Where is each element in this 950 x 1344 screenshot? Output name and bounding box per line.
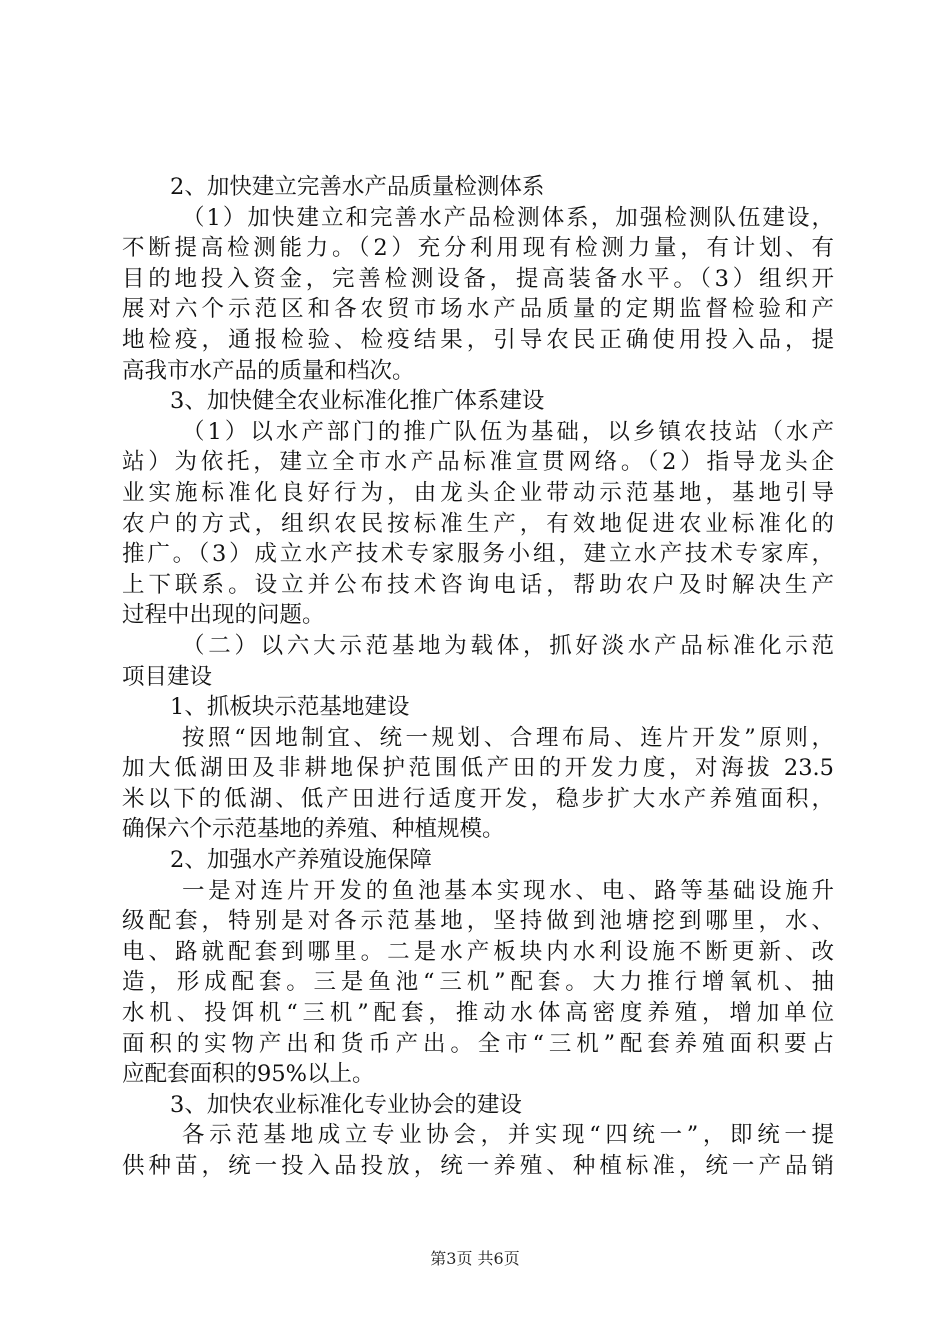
section-heading: 2、加强水产养殖设施保障 [170, 847, 432, 874]
paragraph-line: 电、路就配套到哪里。二是水产板块内水利设施不断更新、改 [122, 938, 834, 965]
paragraph-line: 米以下的低湖、低产田进行适度开发，稳步扩大水产养殖面积， [122, 785, 834, 812]
paragraph-line: 展对六个示范区和各农贸市场水产品质量的定期监督检验和产 [122, 296, 834, 323]
paragraph-line: 水机、投饵机“三机”配套，推动水体高密度养殖，增加单位 [122, 1000, 834, 1027]
paragraph-line: 应配套面积的95%以上。 [122, 1061, 375, 1088]
paragraph-line: 按照“因地制宜、统一规划、合理布局、连片开发”原则， [182, 724, 834, 751]
paragraph-line: 地检疫，通报检验、检疫结果，引导农民正确使用投入品，提 [122, 326, 834, 353]
paragraph-line: 加大低湖田及非耕地保护范围低产田的开发力度，对海拔 23.5 [122, 755, 834, 782]
paragraph-line: 高我市水产品的质量和档次。 [122, 357, 415, 384]
paragraph-line: 过程中出现的问题。 [122, 602, 325, 629]
paragraph-line: 一是对连片开发的鱼池基本实现水、电、路等基础设施升 [182, 877, 834, 904]
section-heading: （二）以六大示范基地为载体，抓好淡水产品标准化示范 [182, 632, 834, 659]
paragraph-line: 不断提高检测能力。（2）充分利用现有检测力量，有计划、有 [122, 235, 834, 262]
paragraph-line: 目的地投入资金，完善检测设备，提高装备水平。（3）组织开 [122, 265, 834, 292]
section-heading: 3、加快农业标准化专业协会的建设 [170, 1091, 522, 1118]
paragraph-line: 业实施标准化良好行为，由龙头企业带动示范基地，基地引导 [122, 479, 834, 506]
paragraph-line: 造，形成配套。三是鱼池“三机”配套。大力推行增氧机、抽 [122, 969, 834, 996]
paragraph-line: 站）为依托，建立全市水产品标准宣贯网络。（2）指导龙头企 [122, 449, 834, 476]
section-heading: 项目建设 [122, 663, 213, 690]
paragraph-line: 面积的实物产出和货币产出。全市“三机”配套养殖面积要占 [122, 1030, 834, 1057]
paragraph-line: （1）加快建立和完善水产品检测体系，加强检测队伍建设， [182, 204, 834, 231]
paragraph-line: 供种苗，统一投入品投放，统一养殖、种植标准，统一产品销 [122, 1153, 834, 1179]
document-body [122, 172, 834, 1182]
paragraph-line: 各示范基地成立专业协会，并实现“四统一”，即统一提 [182, 1122, 834, 1149]
paragraph-line: 农户的方式，组织农民按标准生产，有效地促进农业标准化的 [122, 510, 834, 537]
section-heading: 1、抓板块示范基地建设 [170, 694, 410, 721]
section-heading: 2、加快建立完善水产品质量检测体系 [170, 174, 545, 200]
paragraph-line: 推广。（3）成立水产技术专家服务小组，建立水产技术专家库， [122, 541, 834, 568]
page-number-footer: 第3页 共6页 [430, 1249, 520, 1268]
paragraph-line: （1）以水产部门的推广队伍为基础，以乡镇农技站（水产 [182, 418, 834, 445]
paragraph-line: 上下联系。设立并公布技术咨询电话，帮助农户及时解决生产 [122, 571, 834, 598]
section-heading: 3、加快健全农业标准化推广体系建设 [170, 388, 545, 415]
paragraph-line: 级配套，特别是对各示范基地，坚持做到池塘挖到哪里，水、 [122, 908, 834, 935]
paragraph-line: 确保六个示范基地的养殖、种植规模。 [122, 816, 505, 843]
